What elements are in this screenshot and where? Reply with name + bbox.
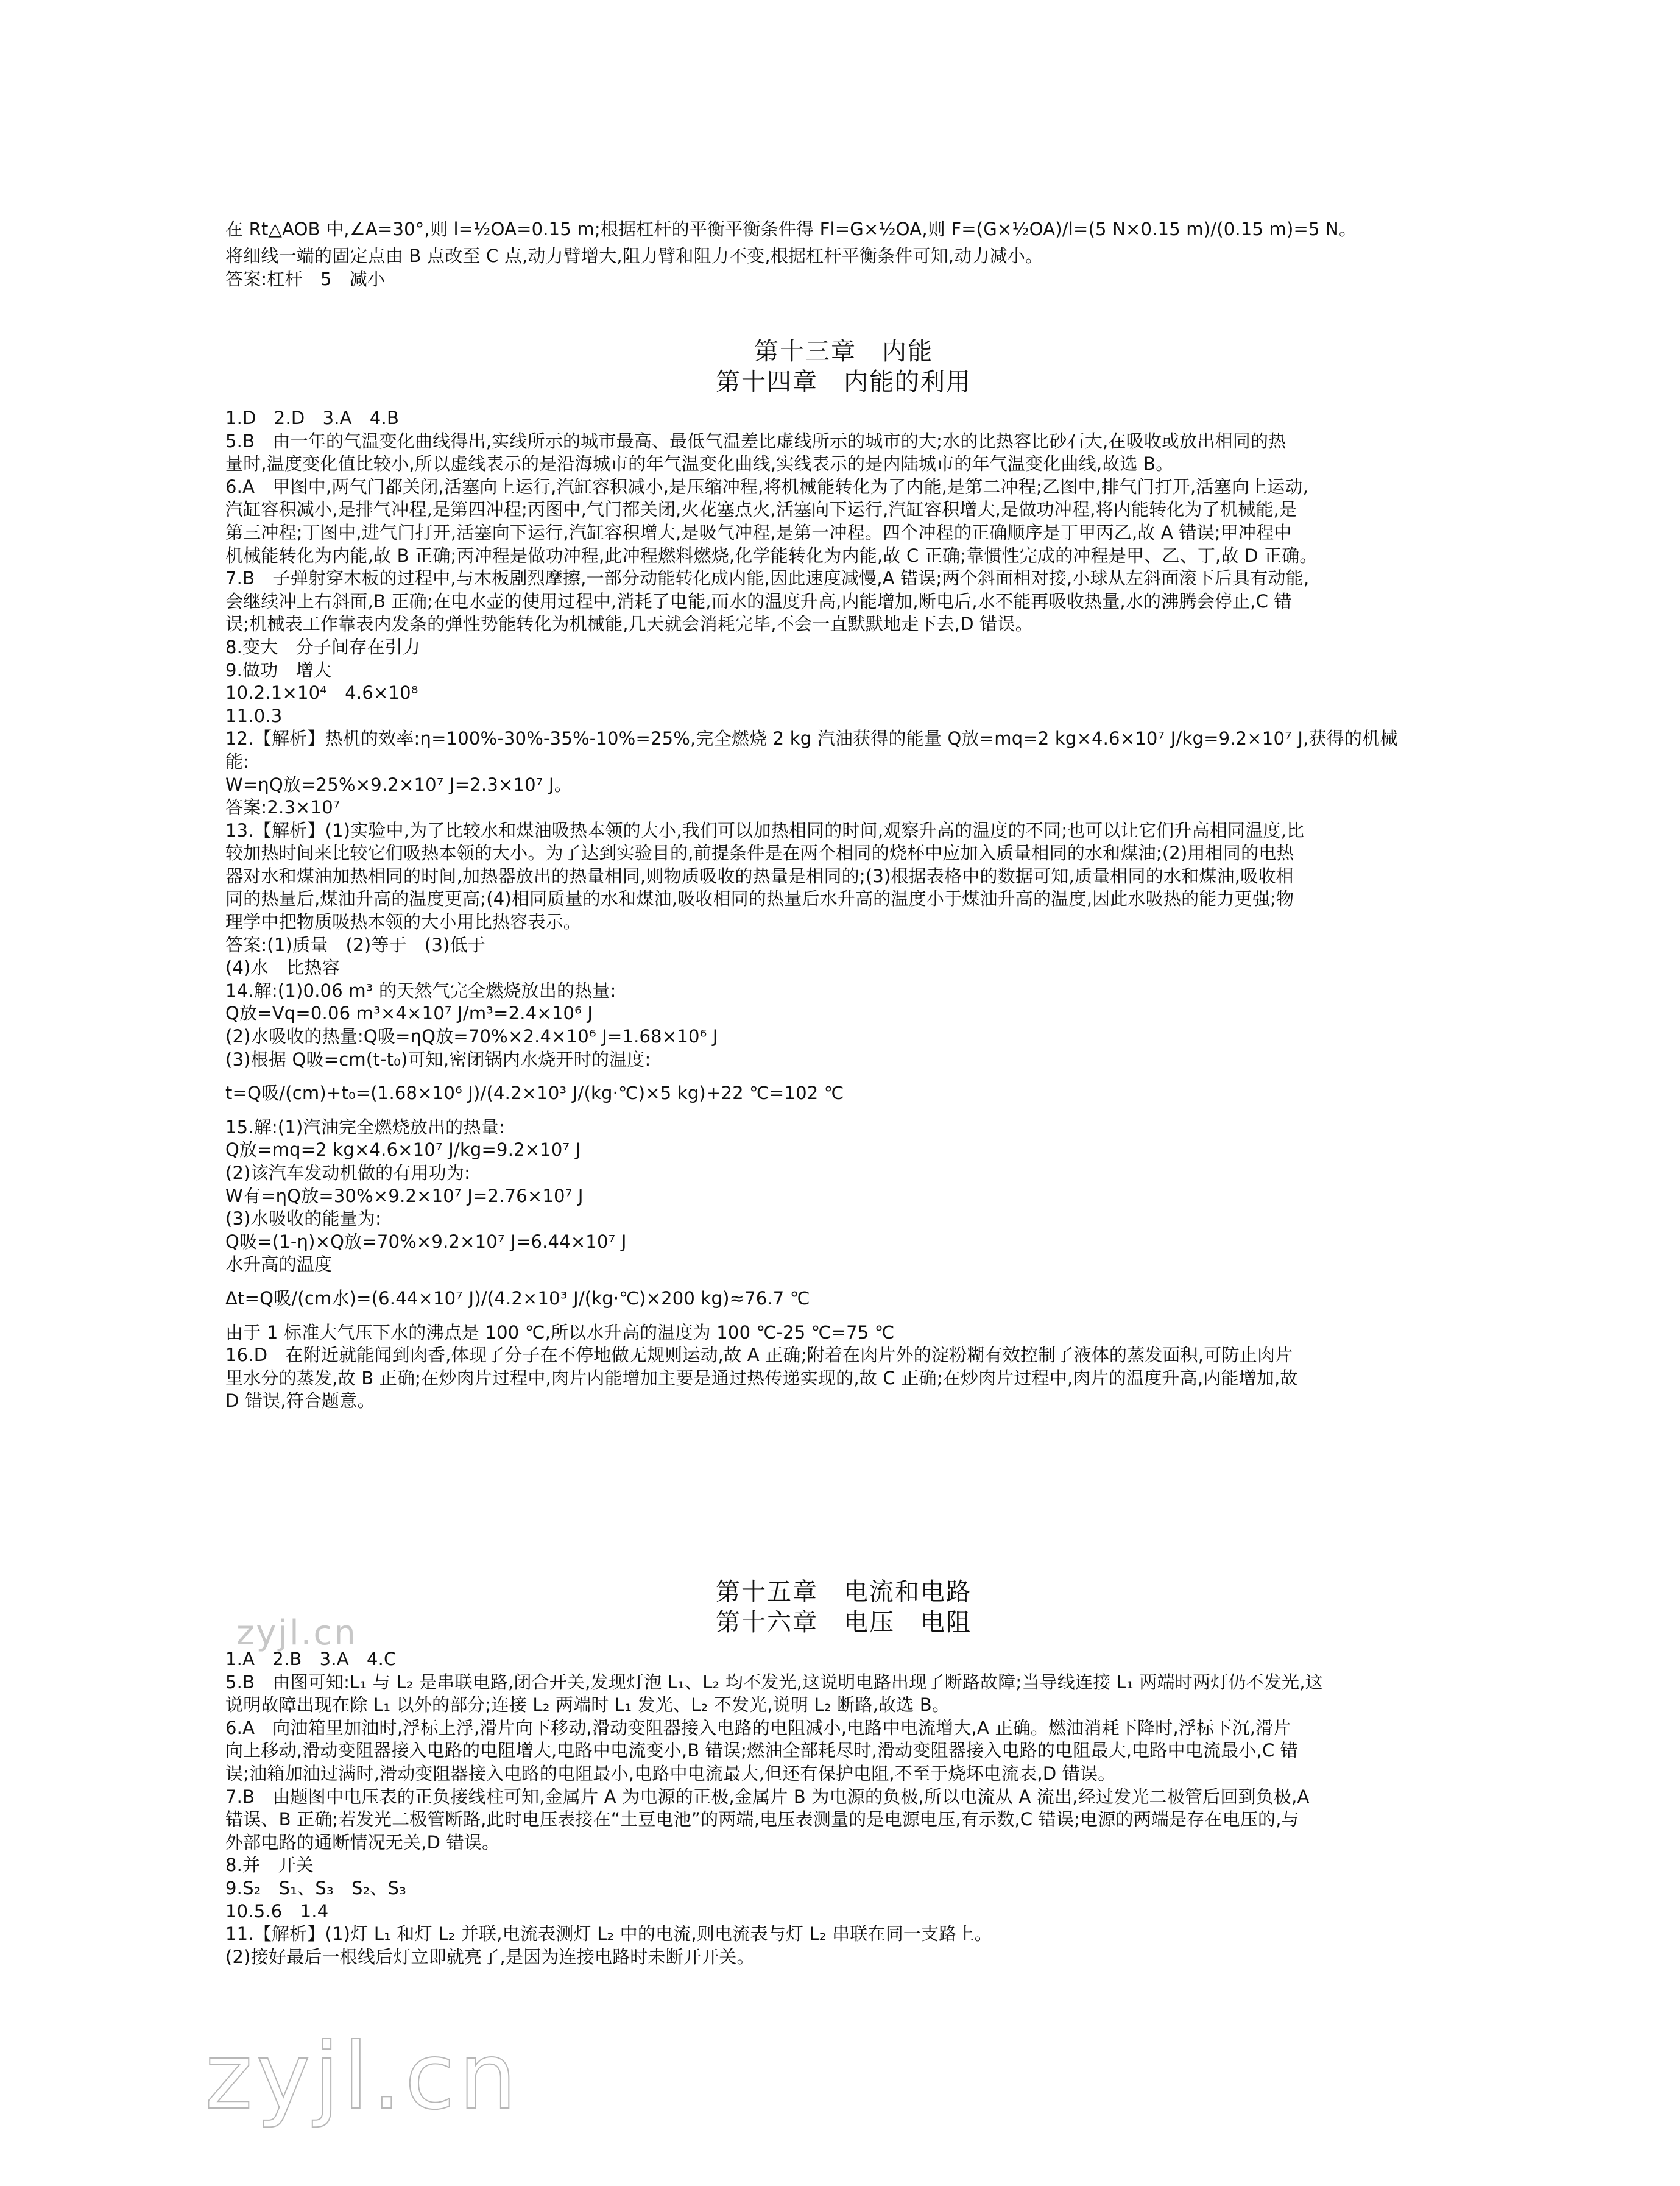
text-line: 答案:2.3×10⁷	[225, 797, 341, 818]
text-line: (2)该汽车发动机做的有用功为:	[225, 1162, 471, 1183]
text-line: 外部电路的通断情况无关,D 错误。	[225, 1831, 500, 1853]
text-line: 说明故障出现在除 L₁ 以外的部分;连接 L₂ 两端时 L₁ 发光、L₂ 不发光,说明 L₂ 断路,故选 B。	[225, 1694, 950, 1716]
text-line	[225, 1311, 1462, 1321]
text-line: 11.【解析】(1)灯 L₁ 和灯 L₂ 并联,电流表测灯 L₂ 中的电流,则电流表与灯 L₂ 串联在同一支路上。	[225, 1923, 992, 1945]
text-line: 将细线一端的固定点由 B 点改至 C 点,动力臂增大,阻力臂和阻力不变,根据杠杆平衡条件可知,动力减小。	[225, 246, 1043, 266]
text-line: 器对水和煤油加热相同的时间,加热器放出的热量相同,则物质吸收的热量是相同的;(3)根据表格中的数据可知,质量相同的水和煤油,吸收相	[225, 865, 1294, 886]
text-line: D 错误,符合题意。	[225, 1390, 375, 1412]
intro-section	[225, 213, 1462, 291]
text-line: 向上移动,滑动变阻器接入电路的电阻增大,电路中电流变小,B 错误;燃油全部耗尽时,滑动变阻器接入电路的电阻最大,电路中电流最小,C 错	[225, 1740, 1299, 1761]
text-line: 里水分的蒸发,故 B 正确;在炒肉片过程中,肉片内能增加主要是通过热传递实现的,故 C 正确;在炒肉片过程中,肉片的温度升高,内能增加,故	[225, 1367, 1298, 1388]
text-line: 10.2.1×10⁴ 4.6×10⁸	[225, 682, 418, 704]
text-line: Q吸=(1-η)×Q放=70%×9.2×10⁷ J=6.44×10⁷ J	[225, 1231, 627, 1252]
text-line: 第三冲程;丁图中,进气门打开,活塞向下运行,汽缸容积增大,是吸气冲程,是第一冲程。四个冲程的正确顺序是丁甲丙乙,故 A 错误;甲冲程中	[225, 522, 1292, 543]
text-line: W有=ηQ放=30%×9.2×10⁷ J=2.76×10⁷ J	[225, 1185, 584, 1206]
text-line: 8.并 开关	[225, 1855, 314, 1876]
answers-section-heat	[225, 407, 1462, 1413]
text-line: 误;油箱加油过满时,滑动变阻器接入电路的电阻最小,电路中电流最大,但还有保护电阻,不至于烧坏电流表,D 错误。	[225, 1763, 1116, 1784]
text-line: 7.B 子弹射穿木板的过程中,与木板剧烈摩擦,一部分动能转化成内能,因此速度减慢,A 错误;两个斜面相对接,小球从左斜面滚下后具有动能,	[225, 568, 1310, 589]
text-line: 1.D 2.D 3.A 4.B	[225, 408, 400, 428]
text-line: 错误、B 正确;若发光二极管断路,此时电压表接在“土豆电池”的两端,电压表测量的是电源电压,有示数,C 错误;电源的两端是存在电压的,与	[225, 1809, 1299, 1830]
text-line: 6.A 甲图中,两气门都关闭,活塞向上运行,汽缸容积减小,是压缩冲程,将机械能转化为了内能,是第二冲程;乙图中,排气门打开,活塞向上运动,	[225, 476, 1309, 497]
chapter-heading-block-1	[225, 336, 1462, 397]
text-line: 汽缸容积减小,是排气冲程,是第四冲程;丙图中,气门都关闭,火花塞点火,活塞向下运行,汽缸容积增大,是做功冲程,将内能转化为了机械能,是	[225, 499, 1297, 520]
text-line: 14.解:(1)0.06 m³ 的天然气完全燃烧放出的热量:	[225, 980, 616, 1001]
text-line: Q放=Vq=0.06 m³×4×10⁷ J/m³=2.4×10⁶ J	[225, 1003, 593, 1024]
chapter-title: 第十五章 电流和电路	[716, 1578, 972, 1606]
text-line: 量时,温度变化值比较小,所以虚线表示的是沿海城市的年气温变化曲线,实线表示的是内陆城市的年气温变化曲线,故选 B。	[225, 453, 1174, 475]
text-line: 6.A 向油箱里加油时,浮标上浮,滑片向下移动,滑动变阻器接入电路的电阻减小,电路中电流增大,A 正确。燃油消耗下降时,浮标下沉,滑片	[225, 1717, 1291, 1738]
text-line: 误;机械表工作靠表内发条的弹性势能转化为机械能,几天就会消耗完毕,不会一直默默地走下去,D 错误。	[225, 614, 1033, 635]
text-line: 答案:杠杆 5 减小	[225, 268, 386, 289]
chapter-heading-block-2	[225, 1577, 1462, 1638]
text-line: (2)接好最后一根线后灯立即就亮了,是因为连接电路时未断开开关。	[225, 1946, 755, 1967]
text-line: 理学中把物质吸热本领的大小用比热容表示。	[225, 911, 582, 933]
text-line: 5.B 由一年的气温变化曲线得出,实线所示的城市最高、最低气温差比虚线所示的城市的大;水的比热容比砂石大,在吸收或放出相同的热	[225, 430, 1286, 451]
text-line: (2)水吸收的热量:Q吸=ηQ放=70%×2.4×10⁶ J=1.68×10⁶ J	[225, 1026, 718, 1047]
watermark: zyjl.cn	[236, 1613, 358, 1653]
text-line: 7.B 由题图中电压表的正负接线柱可知,金属片 A 为电源的正极,金属片 B 为电源的负极,所以电流从 A 流出,经过发光二极管后回到负极,A	[225, 1786, 1310, 1807]
text-line: 同的热量后,煤油升高的温度更高;(4)相同质量的水和煤油,吸收相同的热量后水升高的温度小于煤油升高的温度,因此水吸热的能力更强;物	[225, 888, 1294, 910]
text-line: 5.B 由图可知:L₁ 与 L₂ 是串联电路,闭合开关,发现灯泡 L₁、L₂ 均不发光,这说明电路出现了断路故障;当导线连接 L₁ 两端时两灯仍不发光,这	[225, 1671, 1323, 1693]
text-line	[225, 1276, 1462, 1287]
text-line	[225, 1105, 1462, 1116]
text-line: 12.【解析】热机的效率:η=100%-30%-35%-10%=25%,完全燃烧 2 kg 汽油获得的能量 Q放=mq=2 kg×4.6×10⁷ J/kg=9.2×10⁷ J,获得的机械	[225, 728, 1398, 749]
text-line: 机械能转化为内能,故 B 正确;丙冲程是做功冲程,此冲程燃料燃烧,化学能转化为内能,故 C 正确;靠惯性完成的冲程是甲、乙、丁,故 D 正确。	[225, 545, 1318, 566]
text-line: (3)水吸收的能量为:	[225, 1208, 382, 1229]
chapter-title: 第十六章 电压 电阻	[716, 1608, 972, 1636]
chapter-title: 第十三章 内能	[754, 338, 933, 366]
text-line: 答案:(1)质量 (2)等于 (3)低于	[225, 934, 486, 955]
text-line: 由于 1 标准大气压下水的沸点是 100 ℃,所以水升高的温度为 100 ℃-25 ℃=75 ℃	[225, 1321, 895, 1343]
text-line: 11.0.3	[225, 705, 283, 726]
text-line: 10.5.6 1.4	[225, 1900, 329, 1922]
text-line: 较加热时间来比较它们吸热本领的大小。为了达到实验目的,前提条件是在两个相同的烧杯中应加入质量相同的水和煤油;(2)用相同的电热	[225, 843, 1294, 864]
text-line: t=Q吸/(cm)+t₀=(1.68×10⁶ J)/(4.2×10³ J/(kg·℃)×5 kg)+22 ℃=102 ℃	[225, 1083, 844, 1104]
text-line: 会继续冲上右斜面,B 正确;在电水壶的使用过程中,消耗了电能,而水的温度升高,内能增加,断电后,水不能再吸收热量,水的沸腾会停止,C 错	[225, 590, 1292, 612]
text-line: 13.【解析】(1)实验中,为了比较水和煤油吸热本领的大小,我们可以加热相同的时间,观察升高的温度的不同;也可以让它们升高相同温度,比	[225, 819, 1305, 841]
text-line	[225, 1071, 1462, 1082]
answers-section-circuits	[225, 1648, 1462, 1968]
text-line: 1.A 2.B 3.A 4.C	[225, 1649, 397, 1669]
text-line: 16.D 在附近就能闻到肉香,体现了分子在不停地做无规则运动,故 A 正确;附着在肉片外的淀粉糊有效控制了液体的蒸发面积,可防止肉片	[225, 1345, 1293, 1366]
text-line: 水升高的温度	[225, 1254, 333, 1275]
text-line: 8.变大 分子间存在引力	[225, 636, 421, 657]
watermark: zyjl.cn	[205, 2024, 521, 2130]
text-line: (4)水 比热容	[225, 957, 340, 978]
text-line: W=ηQ放=25%×9.2×10⁷ J=2.3×10⁷ J。	[225, 774, 572, 795]
text-line: Q放=mq=2 kg×4.6×10⁷ J/kg=9.2×10⁷ J	[225, 1139, 581, 1161]
chapter-title: 第十四章 内能的利用	[716, 368, 972, 396]
text-line: 在 Rt△AOB 中,∠A=30°,则 l=½OA=0.15 m;根据杠杆的平衡平衡条件得 Fl=G×½OA,则 F=(G×½OA)/l=(5 N×0.15 m)/(0.15 m)=5 N。	[225, 219, 1357, 239]
text-line: 9.S₂ S₁、S₃ S₂、S₃	[225, 1877, 407, 1898]
text-line: 15.解:(1)汽油完全燃烧放出的热量:	[225, 1116, 505, 1137]
text-line: Δt=Q吸/(cm水)=(6.44×10⁷ J)/(4.2×10³ J/(kg·℃)×200 kg)≈76.7 ℃	[225, 1287, 810, 1309]
text-line: 能:	[225, 751, 250, 772]
text-line: 9.做功 增大	[225, 659, 332, 681]
text-line: (3)根据 Q吸=cm(t-t₀)可知,密闭锅内水烧开时的温度:	[225, 1049, 651, 1070]
